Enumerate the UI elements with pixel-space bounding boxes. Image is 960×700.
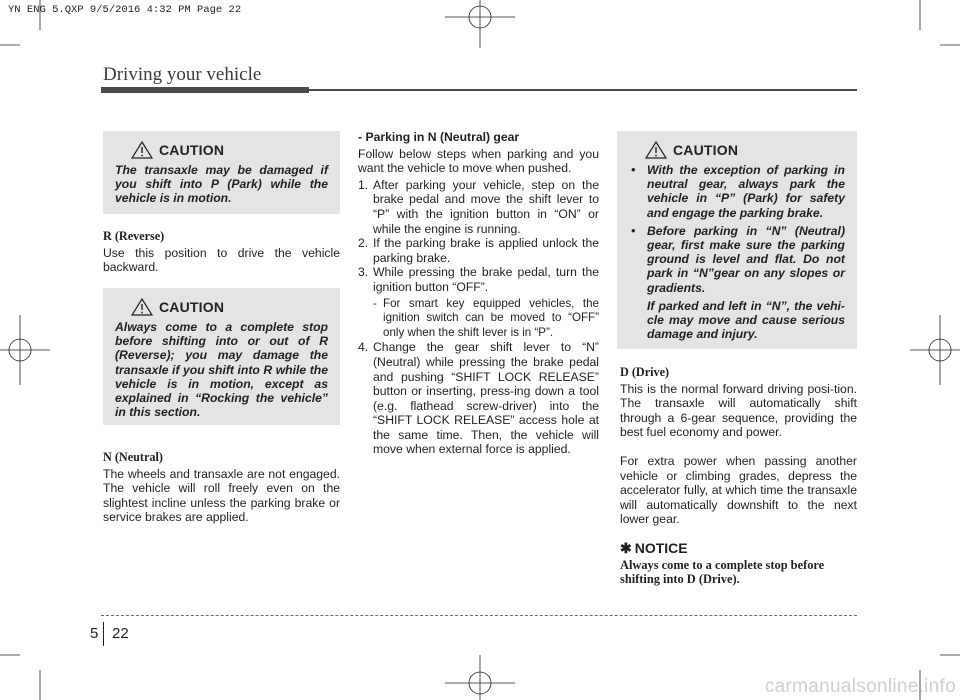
list-subitem: - For smart key equipped vehicles, the ignition switch can be moved to “OFF” only when the shift lever is in “P”.: [373, 296, 599, 339]
list-item: 1. After parking your vehicle, step on the brake pedal and move the shift lever to “P” with the ignition button in “ON” or while the engine is running.: [358, 177, 599, 236]
drive-section: [620, 365, 857, 587]
drive-text-1: This is the normal forward driving posi-tion. The transaxle will automatically shift through a 6-gear sequence, providing the best fuel economy and power.: [620, 381, 857, 440]
caution-box-neutral-parking: [617, 131, 857, 349]
parking-steps-list: [358, 178, 599, 457]
list-item: • With the exception of parking in neutral gear, always park the vehicle in “P” (Park) for safety and engage the parking brake.: [631, 163, 845, 220]
caution-box-park: [103, 131, 340, 214]
drive-text-2: For extra power when passing another vehicle or climbing grades, depress the accelerator fully, at which time the transaxle will automatically downshift to the next lower gear.: [620, 453, 857, 527]
reverse-text: Use this position to drive the vehicle backward.: [103, 245, 340, 275]
caution-box-reverse: [103, 288, 340, 425]
neutral-section: [103, 450, 340, 525]
caution-title: CAUTION: [673, 142, 739, 158]
footer-rule: [101, 615, 857, 616]
list-item: 4. Change the gear shift lever to “N” (Neutral) while pressing the brake pedal and pushing “SHIFT LOCK RELEASE” button or inserting, press-ing down a tool (e.g. flathead screw-driver) into the “SHIFT LOCK RELEASE” access hole at the same time. Then, the vehicle will move when external force is applied.: [358, 340, 599, 457]
caution-list: [629, 163, 845, 341]
parking-neutral-heading: - Parking in N (Neutral) gear: [358, 130, 520, 144]
notice-title: NOTICE: [634, 539, 688, 556]
reverse-heading: R (Reverse): [103, 229, 165, 243]
reverse-section: [103, 229, 340, 275]
warning-triangle-icon: [131, 298, 153, 316]
header-rule: [101, 87, 309, 93]
neutral-text: The wheels and transaxle are not engaged. The vehicle will roll freely even on the slightest incline unless the parking brake or service brakes are applied.: [103, 466, 340, 525]
notice-text: Always come to a complete stop before shifting into D (Drive).: [620, 557, 825, 587]
page-header-title: Driving your vehicle: [103, 64, 262, 85]
list-item: • Before parking in “N” (Neutral) gear, first make sure the parking ground is level and flat. Do not park in “N”gear on any slopes or gradients. If parked and left in “N”, the vehi-cle may move and cause serious damage and injury.: [631, 223, 845, 342]
caution-text: Always come to a complete stop before shifting into or out of R (Reverse); you may damage the transaxle if you shift into R while the vehicle is in motion, except as explained in “Rocking the vehicle” in this section.: [115, 320, 328, 420]
page-number: 22: [112, 625, 129, 642]
header-rule-thin: [309, 89, 857, 91]
caution-title: CAUTION: [159, 142, 225, 158]
list-item: 3. While pressing the brake pedal, turn the ignition button “OFF”. - For smart key equipped vehicles, the ignition switch can be moved to “OFF” only when the shift lever is in “P”.: [358, 265, 599, 339]
section-number: 5: [90, 625, 99, 642]
neutral-heading: N (Neutral): [103, 450, 163, 464]
warning-triangle-icon: [645, 141, 667, 159]
parking-neutral-intro: Follow below steps when parking and you want the vehicle to move when pushed.: [358, 146, 599, 176]
caution-title: CAUTION: [159, 299, 225, 315]
warning-triangle-icon: [131, 141, 153, 159]
watermark: carmanualsonline.info: [764, 676, 956, 697]
list-item: 2. If the parking brake is applied unlock the parking brake.: [358, 236, 599, 265]
notice-star-icon: ✱: [620, 539, 632, 556]
notice-heading: [620, 541, 857, 556]
parking-neutral-section: [358, 130, 599, 457]
page-number-divider: [103, 622, 104, 646]
drive-heading: D (Drive): [620, 365, 670, 379]
caution-extra-text: If parked and left in “N”, the vehi-cle may move and cause serious damage and injury.: [647, 298, 845, 342]
print-slug: YN ENG 5.QXP 9/5/2016 4:32 PM Page 22: [8, 4, 242, 16]
caution-text: The transaxle may be damaged if you shift into P (Park) while the vehicle is in motion.: [115, 163, 328, 206]
